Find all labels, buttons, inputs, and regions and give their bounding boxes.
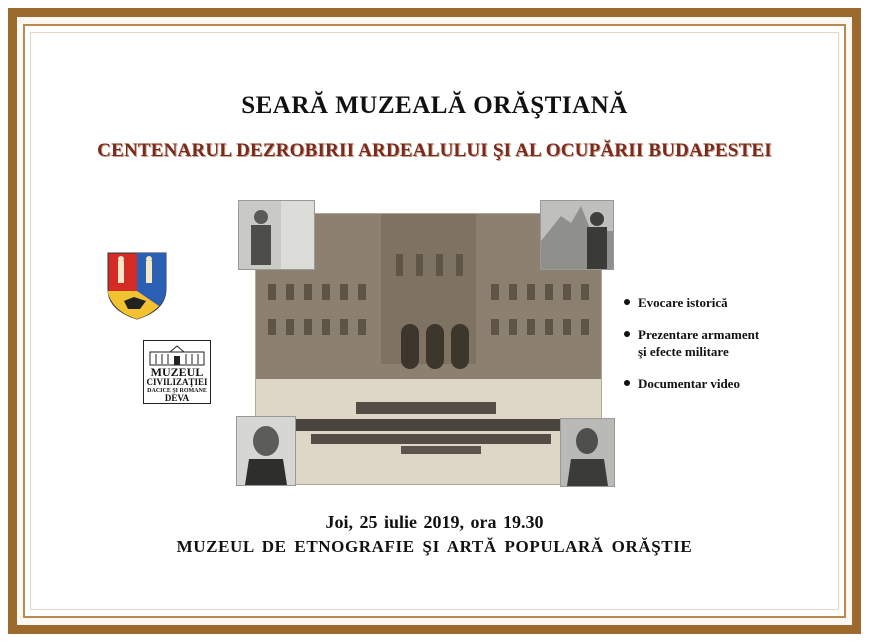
program-item [621,294,821,311]
poster-title: SEARĂ MUZEALĂ ORĂŞTIANĂ [241,92,628,119]
program-item-label: Prezentare armament [638,327,760,342]
program-item [621,375,821,392]
portrait-general-bottom-right [560,418,615,487]
program-item [621,326,821,360]
program-item-label-line2: şi efecte militare [638,344,729,359]
museum-logo-line1: MUZEUL [150,365,204,379]
museum-logo [143,340,211,404]
museum-building-icon [148,344,206,366]
event-date: Joi, 25 iulie 2019, ora 19.30 [325,512,544,532]
museum-logo-line2: CIVILIZAŢIEI [146,377,208,387]
bullet-icon [624,331,630,337]
museum-logo-line4: DEVA [164,393,190,403]
museum-logo-line3: DACICE ŞI ROMANE [147,388,207,394]
event-venue: MUZEUL DE ETNOGRAFIE ŞI ARTĂ POPULARĂ ORĂŞTIE [176,537,693,556]
program-item-label: Documentar video [638,376,740,391]
program-item-label: Evocare istorică [638,295,728,310]
bullet-icon [624,299,630,305]
bullet-icon [624,380,630,386]
poster-subtitle: CENTENARUL DEZROBIRII ARDEALULUI ŞI AL OCUPĂRII BUDAPESTEI [97,140,772,161]
portrait-general-top-left [238,200,315,270]
portrait-officer-top-right [540,200,614,270]
county-coat-of-arms-icon [106,251,168,321]
program-list [621,294,821,407]
portrait-king-bottom-left [236,416,296,486]
